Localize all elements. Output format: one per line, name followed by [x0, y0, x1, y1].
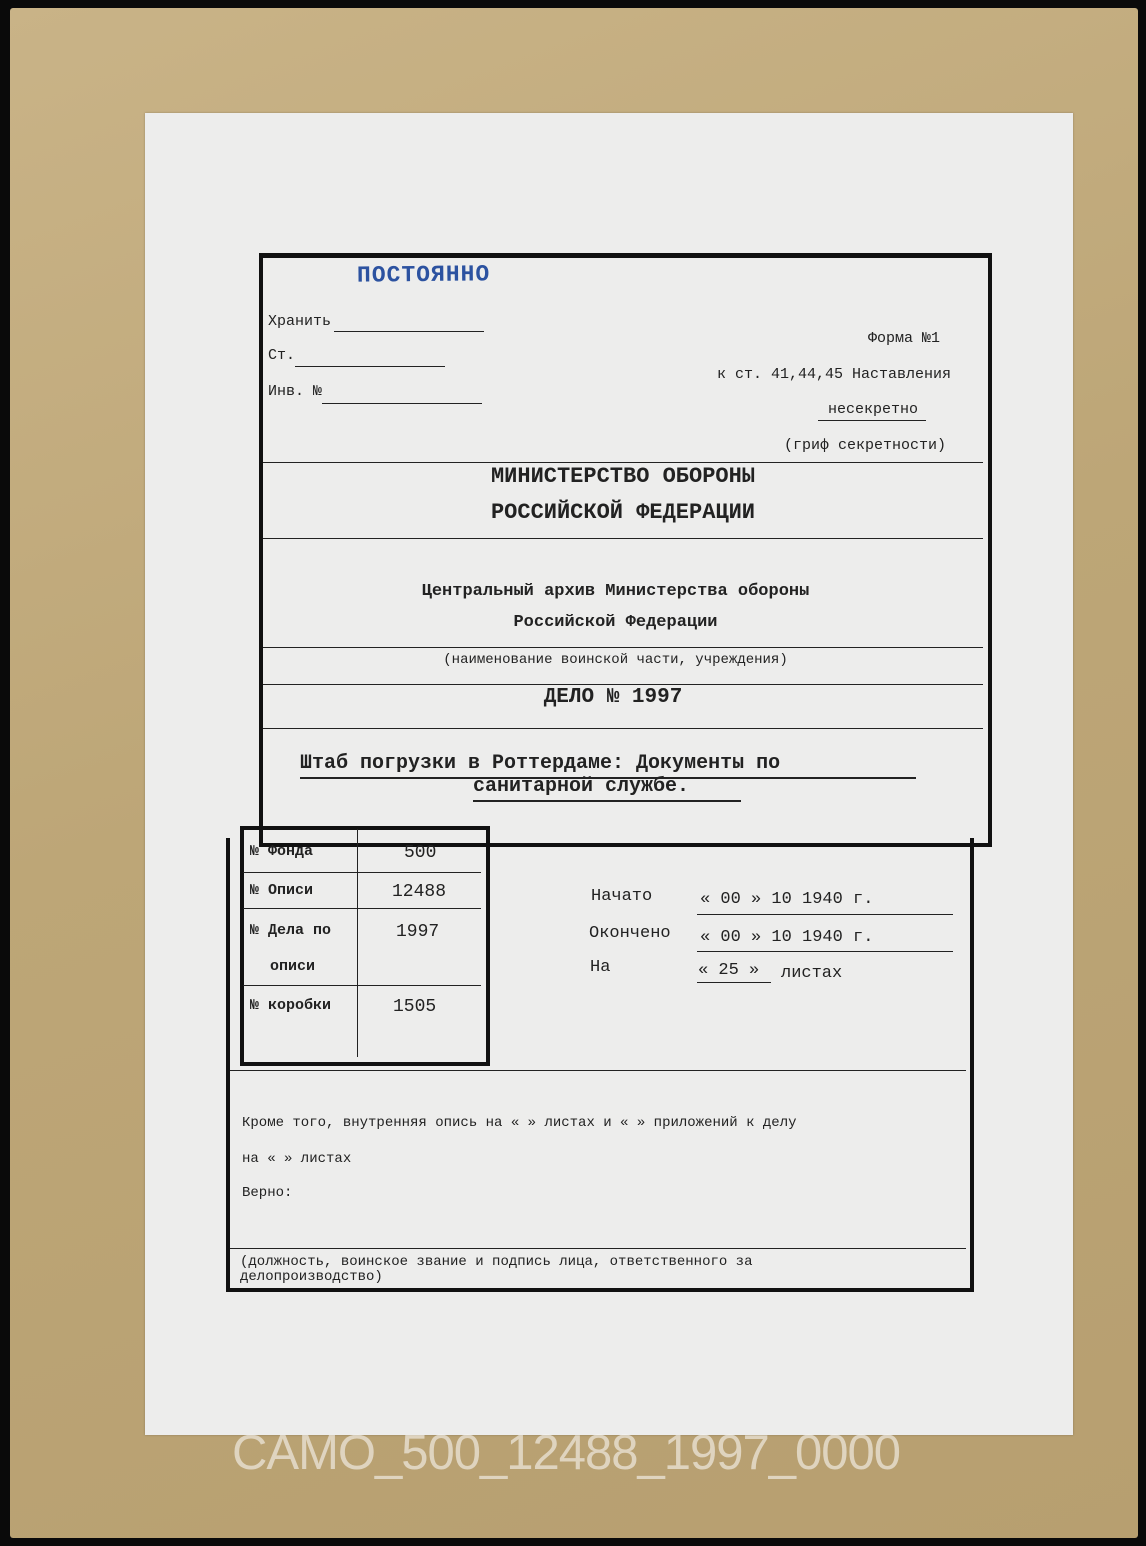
sheets-label: На — [590, 958, 611, 977]
case-subject-line-1: Штаб погрузки в Роттердаме: Документы по — [300, 752, 781, 775]
table-row-divider — [243, 872, 481, 873]
secrecy-level: несекретно — [828, 401, 919, 418]
form-number: Форма №1 — [868, 330, 941, 347]
archive-line-1: Центральный архив Министерства обороны — [421, 582, 810, 601]
divider — [230, 1070, 966, 1071]
permanent-stamp: ПОСТОЯННО — [356, 261, 491, 289]
box-value: 1505 — [393, 997, 437, 1017]
instruction-reference: к ст. 41,44,45 Наставления — [717, 366, 952, 383]
sheets-unit: листах — [781, 964, 843, 983]
ended-label: Окончено — [589, 924, 671, 943]
sheets-underline — [697, 982, 771, 983]
verified-label: Верно: — [242, 1185, 293, 1201]
table-column-divider — [357, 829, 358, 1057]
ended-underline — [697, 951, 953, 952]
delo-value: 1997 — [396, 922, 440, 942]
divider — [263, 684, 983, 685]
scan-file-number: CAMO_500_12488_1997_0000 — [232, 1426, 901, 1480]
inner-inventory-note: Кроме того, внутренняя опись на « » листах и « » приложений к делу — [242, 1115, 797, 1131]
fond-label: № Фонда — [250, 843, 314, 860]
archive-caption: (наименование воинской части, учреждения) — [443, 652, 788, 668]
keep-field-line — [334, 331, 484, 332]
divider — [263, 728, 983, 729]
started-value: « 00 » 10 1940 г. — [700, 890, 874, 909]
opis-label: № Описи — [250, 882, 314, 899]
signature-caption: (должность, воинское звание и подпись лица, ответственного за — [240, 1254, 753, 1270]
secrecy-caption: (гриф секретности) — [784, 437, 947, 454]
archive-line-2: Российской Федерации — [513, 613, 718, 632]
signature-caption-2: делопроизводство) — [240, 1269, 383, 1285]
started-underline — [697, 914, 953, 915]
ministry-line-2: РОССИЙСКОЙ ФЕДЕРАЦИИ — [490, 500, 756, 525]
divider — [263, 647, 983, 648]
article-label: Ст. — [268, 347, 296, 364]
keep-label: Хранить — [268, 313, 332, 330]
table-row-divider — [243, 985, 481, 986]
table-row-divider — [243, 908, 481, 909]
ministry-line-1: МИНИСТЕРСТВО ОБОРОНЫ — [490, 464, 756, 489]
opis-value: 12488 — [392, 882, 447, 902]
box-label: № коробки — [250, 997, 332, 1014]
reference-table — [240, 826, 490, 1066]
divider — [263, 538, 983, 539]
article-field-line — [295, 366, 445, 367]
started-label: Начато — [591, 887, 653, 906]
divider — [263, 462, 983, 463]
case-subject-line-2: санитарной службе. — [473, 775, 690, 798]
subject-underline-2 — [473, 800, 741, 802]
fond-value: 500 — [404, 843, 437, 863]
divider — [230, 1248, 966, 1249]
sheets-value: « 25 » — [698, 961, 760, 980]
inventory-field-line — [322, 403, 482, 404]
delo-label: № Дела по — [250, 922, 332, 939]
inner-inventory-note-2: на « » листах — [242, 1151, 352, 1167]
case-title: ДЕЛО № 1997 — [543, 686, 683, 709]
ended-value: « 00 » 10 1940 г. — [700, 928, 874, 947]
secrecy-underline — [818, 420, 926, 421]
delo-label-2: описи — [270, 958, 316, 975]
inventory-label: Инв. № — [268, 383, 323, 400]
